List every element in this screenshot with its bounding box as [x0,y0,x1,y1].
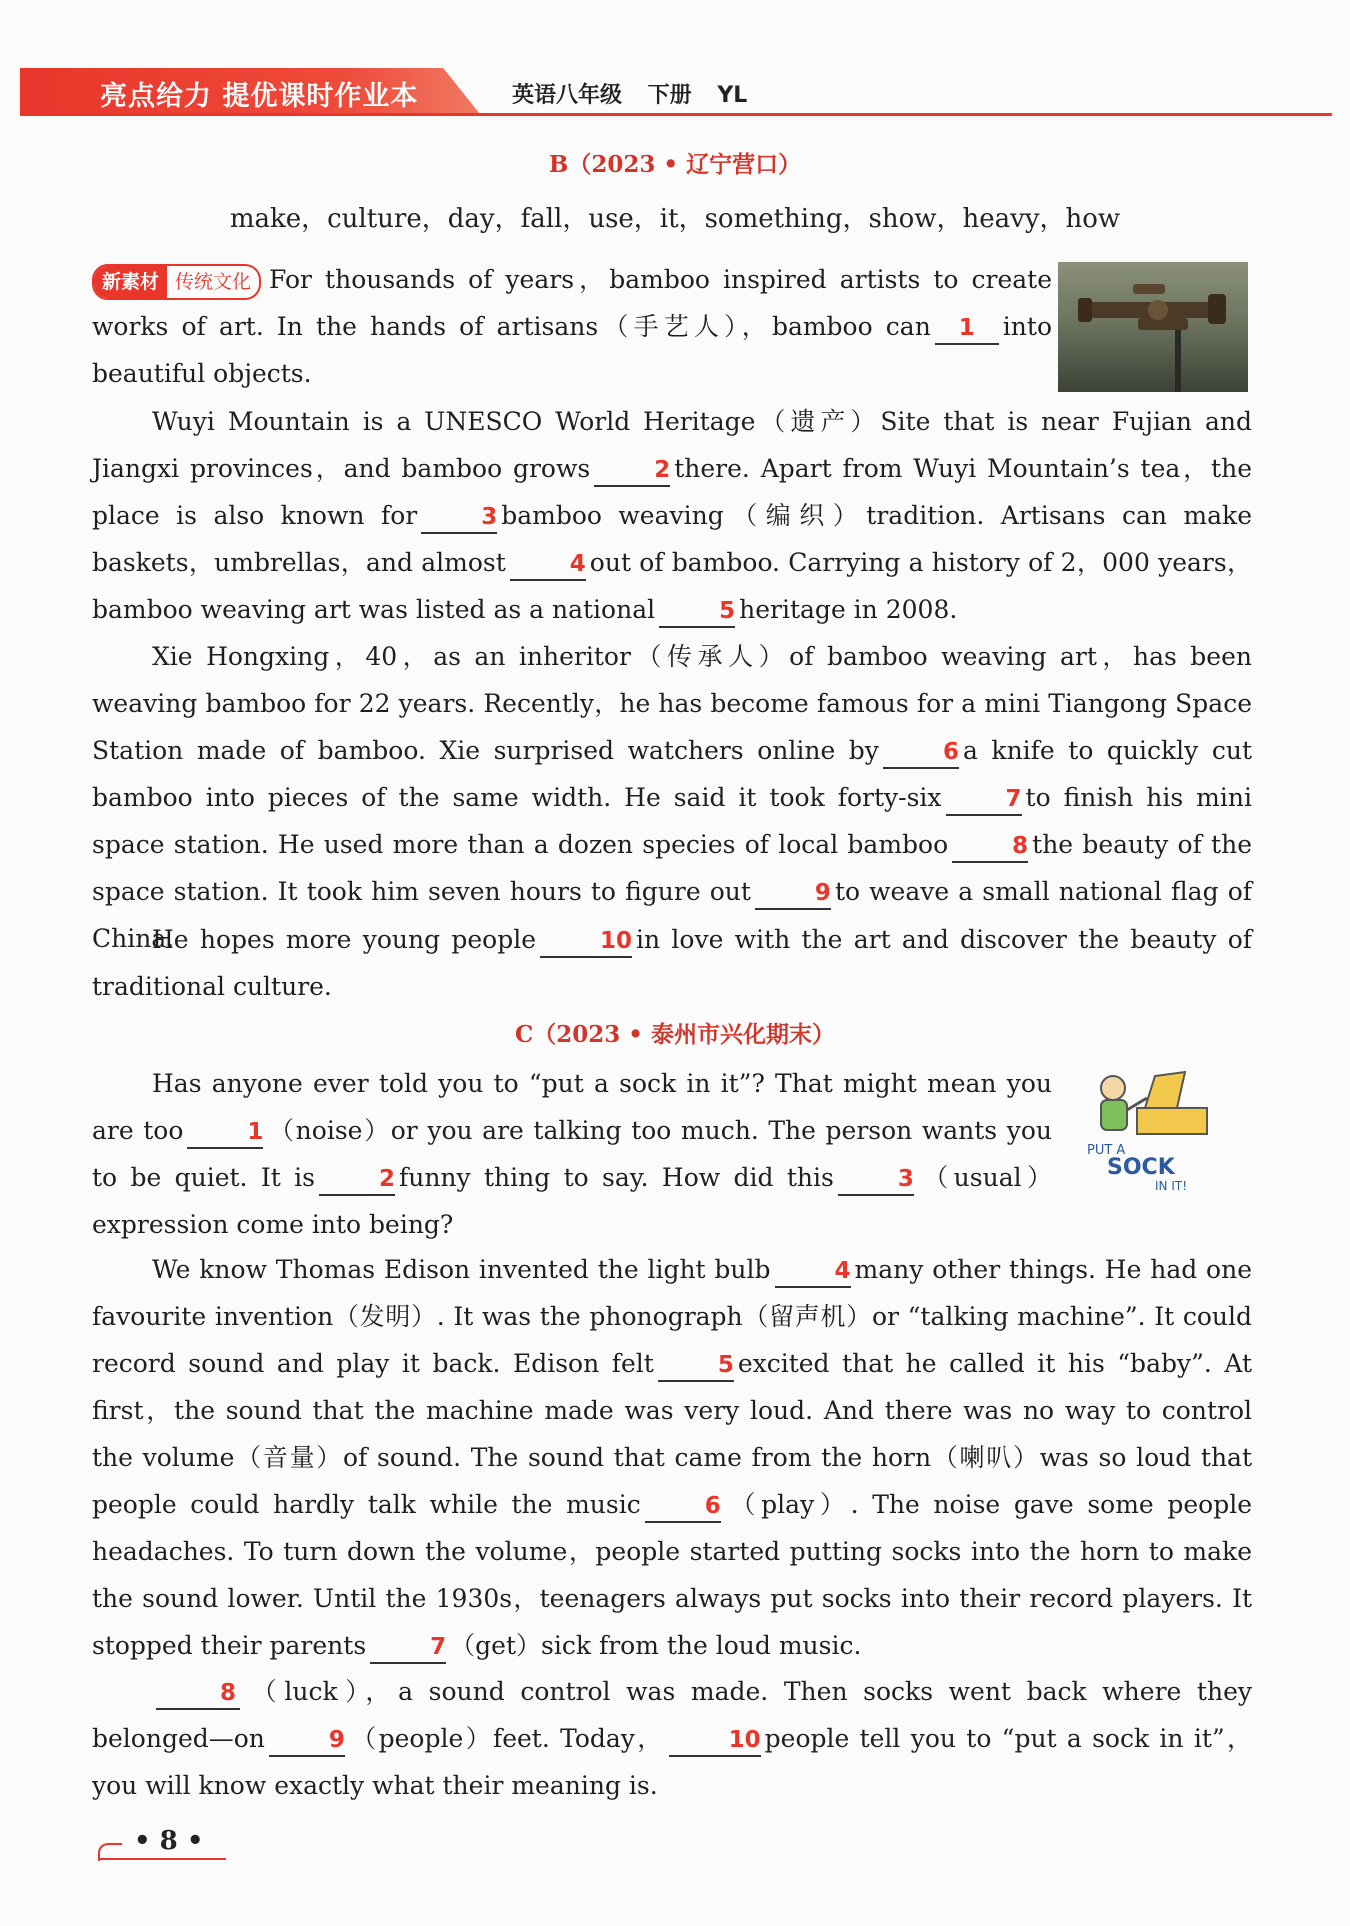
blank-b-10[interactable]: 10 [540,926,632,958]
section-b-paragraph-4 [92,916,1252,1010]
section-b-title: B（2023 • 辽宁营口） [548,151,802,178]
blank-c-7[interactable]: 7 [370,1632,446,1664]
book-title: 亮点给力 提优课时作业本 [100,81,419,112]
blank-b-7[interactable]: 7 [946,784,1022,816]
text-run: out of bamboo. Carrying a history of 2，000 years，bamboo weaving art was listed as a national [92,548,1252,624]
blank-c-10[interactable]: 10 [669,1725,761,1757]
page-number-underline [100,1858,226,1860]
tag-traditional-culture: 传统文化 [175,270,252,293]
header-divider [20,113,1332,116]
blank-c-5[interactable]: 5 [658,1350,734,1382]
blank-c-3[interactable]: 3 [838,1164,914,1196]
text-run: Has anyone ever told you to “put a sock in it”? That might mean you are too [92,1069,1052,1145]
text-run: （play）. The noise gave some people headaches. To turn down the volume，people started putting socks into the horn to make the sound lower. Until the 1930s，teenagers always put socks into their record players. It stopped their parents [92,1490,1253,1660]
new-material-tag [92,264,261,300]
text-run: For thousands of years，bamboo inspired artists to create works of art. In the hands of artisans（手艺人），bamboo can [92,265,1052,341]
cartoon-caption-3: IN IT! [1155,1179,1188,1193]
text-run: （people）feet. Today， [348,1724,665,1753]
text-run: to finish his mini space station. He used more than a dozen species of local bamboo [92,783,1252,859]
blank-b-1[interactable]: 1 [935,313,999,345]
text-run: heritage in 2008. [739,595,958,624]
text-run: funny thing to say. How did this [398,1163,834,1192]
blank-b-4[interactable]: 4 [510,549,586,581]
blank-c-8[interactable]: 8 [156,1678,240,1710]
put-a-sock-in-it-cartoon [1085,1068,1221,1198]
blank-b-6[interactable]: 6 [883,737,959,769]
section-b-word-bank: make，culture，day，fall，use，it，something，show，heavy，how [229,204,1121,234]
blank-b-5[interactable]: 5 [659,596,735,628]
blank-c-6[interactable]: 6 [645,1491,721,1523]
section-b-paragraph-2 [92,398,1252,633]
cartoon-caption-1: PUT A [1087,1143,1126,1158]
text-run: excited that he called it his “baby”. At first，the sound that the machine made was very loud. And there was no way to control the volume（音量）of sound. The sound that came from the horn（喇叭）was so loud that people could hardly talk while the music [92,1349,1252,1519]
blank-b-2[interactable]: 2 [594,455,670,487]
text-run: bamboo weaving（编织）tradition. Artisans can make baskets，umbrellas，and almost [92,501,1252,577]
tag-new-material: 新素材 [94,266,167,298]
section-b-paragraph-3 [92,633,1252,962]
blank-c-9[interactable]: 9 [269,1725,345,1757]
text-run: We know Thomas Edison invented the light bulb [152,1255,771,1284]
text-run: to weave a small national flag of China. [92,877,1253,953]
page-number: • 8 • [134,1826,204,1856]
phonograph-cartoon-icon [1085,1068,1221,1198]
text-run: （luck），a sound control was made. Then socks went back where they belonged—on [92,1677,1252,1753]
text-run: into beautiful objects. [92,312,1052,388]
book-subtitle: 英语八年级 下册 YL [512,83,748,108]
cartoon-caption-2: SOCK [1107,1155,1175,1180]
section-c-paragraph-3 [92,1668,1252,1809]
text-run: in love with the art and discover the beauty of traditional culture. [92,925,1252,1001]
bamboo-craft-photo [1058,262,1248,392]
text-run: （get）sick from the loud music. [450,1631,862,1660]
text-run: people tell you to “put a sock in it”，you will know exactly what their meaning is. [92,1724,1252,1800]
section-c-paragraph-1 [92,1060,1052,1248]
section-c-paragraph-2 [92,1246,1252,1669]
text-run: He hopes more young people [152,925,537,954]
section-b-paragraph-1 [92,256,1052,397]
text-run: （noise）or you are talking too much. The person wants you to be quiet. It is [92,1116,1052,1192]
text-run: Xie Hongxing，40，as an inheritor（传承人）of bamboo weaving art，has been weaving bamboo for 22 years. Recently，he has become famous for a mini Tiangong Space Station made of bamboo. Xie surprised watchers online by [92,642,1252,765]
text-run: （usual）expression come into being? [92,1163,1052,1239]
bamboo-sculpture-icon [1058,262,1248,392]
text-run: there. Apart from Wuyi Mountain’s tea，the place is also known for [92,454,1252,530]
blank-b-9[interactable]: 9 [755,878,831,910]
blank-c-4[interactable]: 4 [775,1256,851,1288]
blank-b-8[interactable]: 8 [952,831,1028,863]
section-c-title: C（2023 • 泰州市兴化期末） [514,1021,836,1048]
blank-c-2[interactable]: 2 [319,1164,395,1196]
blank-c-1[interactable]: 1 [187,1117,263,1149]
text-run: the beauty of the space station. It took him seven hours to figure out [92,830,1252,906]
text-run: Wuyi Mountain is a UNESCO World Heritage（遗产）Site that is near Fujian and Jiangxi provinces，and bamboo grows [92,407,1252,483]
text-run: many other things. He had one favourite invention（发明）. It was the phonograph（留声机）or “talking machine”. It could record sound and play it back. Edison felt [92,1255,1252,1378]
text-run: a knife to quickly cut bamboo into pieces of the same width. He said it took forty-six [92,736,1253,812]
blank-b-3[interactable]: 3 [421,502,497,534]
